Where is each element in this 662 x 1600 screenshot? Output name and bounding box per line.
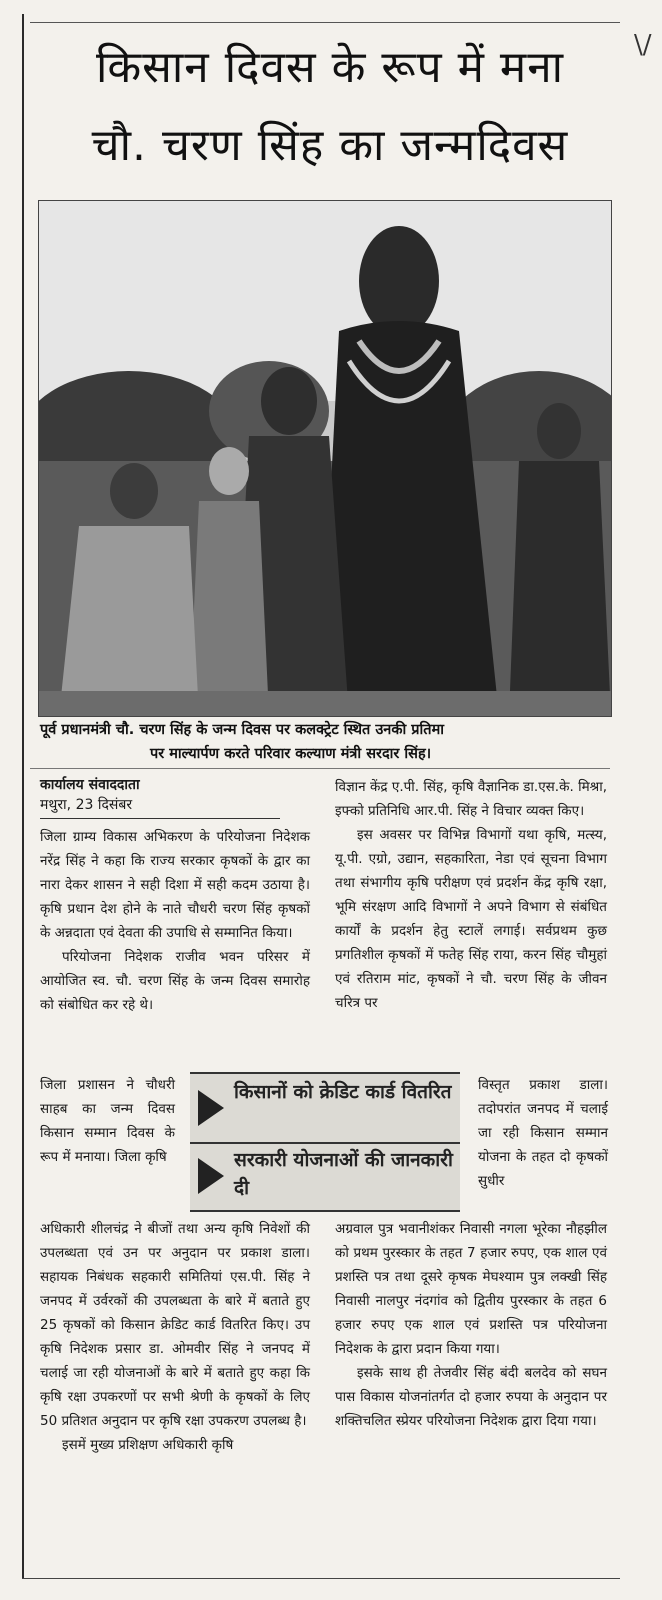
- check-mark: \/: [634, 30, 652, 60]
- caption-divider: [30, 768, 610, 769]
- paragraph: जिला ग्राम्य विकास अभिकरण के परियोजना निदेशक नरेंद्र सिंह ने कहा कि राज्य सरकार कृषकों के द्वार का नारा देकर शासन ने सही दिशा में सही कदम उठाया है। कृषि प्रधान देश होने के नाते चौधरी चरण सिंह कृषकों के अन्नदाता एवं देवता की उपाधि से सम्मानित किया।: [40, 829, 310, 941]
- headline-line-2: चौ. चरण सिंह का जन्मदिवस: [91, 120, 569, 171]
- paragraph: विस्तृत प्रकाश डाला। तदोपरांत जनपद में चलाई जा रही किसान सम्मान योजना के तहत दो कृषकों सुधीर: [478, 1077, 608, 1189]
- article-column-left-bottom: [40, 1217, 310, 1457]
- caption-line-2: पर माल्यार्पण करते परिवार कल्याण मंत्री सरदार सिंह।: [150, 746, 432, 762]
- dateline: [40, 775, 290, 815]
- paragraph: इसके साथ ही तेजवीर सिंह बंदी बलदेव को सघन पास विकास योजनांतर्गत दो हजार रुपया के अनुदान पर शक्तिचलित स्प्रेयर परियोजना निदेशक द्वारा दिया गया।: [335, 1365, 607, 1429]
- photo-illustration: [39, 201, 611, 716]
- article-column-left-top: [40, 825, 310, 1017]
- paragraph: इसमें मुख्य प्रशिक्षण अधिकारी कृषि: [62, 1437, 234, 1453]
- news-photo: [38, 200, 612, 717]
- dateline-divider: [40, 818, 280, 819]
- byline: कार्यालय संवाददाता: [40, 777, 140, 793]
- top-rule: [30, 22, 620, 23]
- article-column-right-top: [335, 775, 607, 1015]
- article-column-right-bottom: [335, 1217, 607, 1433]
- paragraph: विज्ञान केंद्र ए.पी. सिंह, कृषि वैज्ञानिक डा.एस.के. मिश्रा, इफ्को प्रतिनिधि आर.पी. सिंह ने विचार व्यक्त किए।: [335, 779, 607, 819]
- headline-line-1: किसान दिवस के रूप में मना: [95, 42, 565, 93]
- paragraph: इस अवसर पर विभिन्न विभागों यथा कृषि, मत्स्य, यू.पी. एग्रो, उद्यान, सहकारिता, नेडा एवं सूचना विभाग तथा संभागीय कृषि परीक्षण एवं प्रदर्शन केंद्र कृषि रक्षा, भूमि संरक्षण आदि विभागों ने अपने विभाग से संबंधित कार्यों के प्रदर्शन हेतु स्टालें लगाई। सर्वप्रथम कुछ प्रगतिशील कृषकों में फतेह सिंह राया, करन सिंह चौमुहां एवं रतिराम मांट, कृषकों ने चौ. चरण सिंह के जीवन चरित्र पर: [335, 827, 607, 1011]
- highlight-text: सरकारी योजनाओं की जानकारी दी: [234, 1149, 453, 1199]
- place-date: मथुरा, 23 दिसंबर: [40, 797, 133, 813]
- highlight-item: [190, 1142, 460, 1210]
- article-column-right-middle: [478, 1073, 608, 1193]
- caption-line-1: पूर्व प्रधानमंत्री चौ. चरण सिंह के जन्म दिवस पर कलक्ट्रेट स्थित उनकी प्रतिमा: [40, 722, 444, 738]
- article-column-left-middle: [40, 1073, 175, 1169]
- paragraph: अग्रवाल पुत्र भवानीशंकर निवासी नगला भूरेका नौहझील को प्रथम पुरस्कार के तहत 7 हजार रुपए, एक शाल एवं प्रशस्ति पत्र तथा दूसरे कृषक मेघश्याम पुत्र लक्खी सिंह निवासी नालपुर नंदगांव को द्वितीय पुरस्कार के तहत 6 हजार रुपए एक शाल एवं प्रशस्ति पत्र परियोजना निदेशक के द्वारा प्रदान किया गया।: [335, 1221, 607, 1357]
- photo-caption: [40, 718, 610, 766]
- paragraph: परियोजना निदेशक राजीव भवन परिसर में आयोजित स्व. चौ. चरण सिंह के जन्म दिवस समारोह को संबोधित कर रहे थे।: [40, 949, 310, 1013]
- paragraph: जिला प्रशासन ने चौधरी साहब का जन्म दिवस किसान सम्मान दिवस के रूप में मनाया। जिला कृषि: [40, 1077, 175, 1165]
- arrow-icon: [198, 1158, 224, 1194]
- highlight-item: [190, 1074, 460, 1144]
- arrow-icon: [198, 1090, 224, 1126]
- highlight-text: किसानों को क्रेडिट कार्ड वितरित: [234, 1081, 452, 1103]
- paragraph: अधिकारी शीलचंद्र ने बीजों तथा अन्य कृषि निवेशों की उपलब्धता एवं उन पर अनुदान पर प्रकाश डाला। सहायक निबंधक सहकारी समितियां एस.पी. सिंह ने जनपद में उर्वरकों की उपलब्धता के बारे में बताते हुए 25 कृषकों को किसान क्रेडिट कार्ड वितरित किए। उप कृषि निदेशक प्रसार डा. ओमवीर सिंह ने जनपद में चलाई जा रही योजनाओं के बारे में बताते हुए कहा कि कृषि रक्षा उपकरणों पर सभी श्रेणी के कृषकों के लिए 50 प्रतिशत अनुदान पर कृषि रक्षा उपकरण उपलब्ध है।: [40, 1221, 310, 1429]
- bottom-rule: [22, 1578, 620, 1579]
- highlight-box: [190, 1072, 460, 1212]
